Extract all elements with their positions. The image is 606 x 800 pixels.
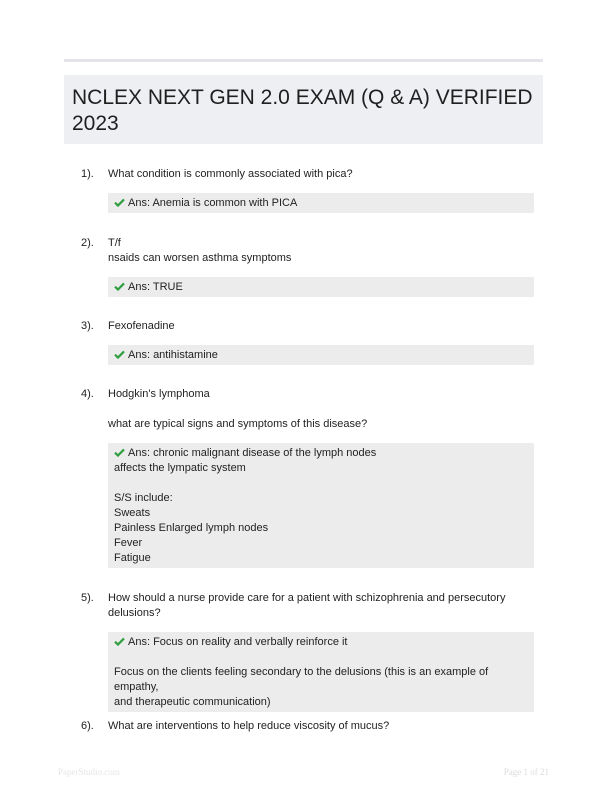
answer-text: Ans: Anemia is common with PICA [128,197,298,209]
question-text: What are interventions to help reduce viscosity of mucus? [108,720,390,732]
question-text: How should a nurse provide care for a patient with schizophrenia and persecutory delusions? [108,592,506,619]
answer-first-line [114,196,528,211]
check-icon [114,637,125,646]
footer-watermark: PaperStudio.com [58,767,120,777]
answer-box [108,632,534,712]
answer-first-line [114,446,528,461]
answer-text: Ans: chronic malignant disease of the lymph nodes [128,447,377,459]
question-number: 1). [81,168,94,180]
question-text: Fexofenadine [108,320,175,332]
answer-first-line [114,280,528,295]
top-rule [64,59,543,62]
check-icon [114,448,125,457]
question-number: 2). [81,237,94,249]
question-number: 6). [81,720,94,732]
answer-details: Focus on the clients feeling secondary to the delusions (this is an example of empathy, and therapeutic communication) [114,666,489,708]
question-number: 3). [81,320,94,332]
question-text: What condition is commonly associated with pica? [108,168,353,180]
question-text: Hodgkin's lymphoma what are typical signs and symptoms of this disease? [108,388,368,430]
check-icon [114,198,125,207]
answer-first-line [114,635,528,650]
answer-box [108,277,534,297]
answer-text: Ans: TRUE [128,281,183,293]
answer-box [108,345,534,365]
check-icon [114,350,125,359]
question-number: 5). [81,592,94,604]
question-text: T/f nsaids can worsen asthma symptoms [108,237,292,264]
answer-text: Ans: Focus on reality and verbally reinforce it [128,636,348,648]
page-title: NCLEX NEXT GEN 2.0 EXAM (Q & A) VERIFIED 2023 [72,86,533,135]
answer-first-line [114,348,528,363]
answer-box [108,193,534,213]
page-number: Page 1 of 21 [503,767,549,777]
answer-box [108,443,534,568]
check-icon [114,282,125,291]
title-banner [64,75,543,144]
answer-details: affects the lympatic system S/S include: Sweats Painless Enlarged lymph nodes Fever Fatigue [114,462,269,564]
question-number: 4). [81,388,94,400]
answer-text: Ans: antihistamine [128,349,218,361]
